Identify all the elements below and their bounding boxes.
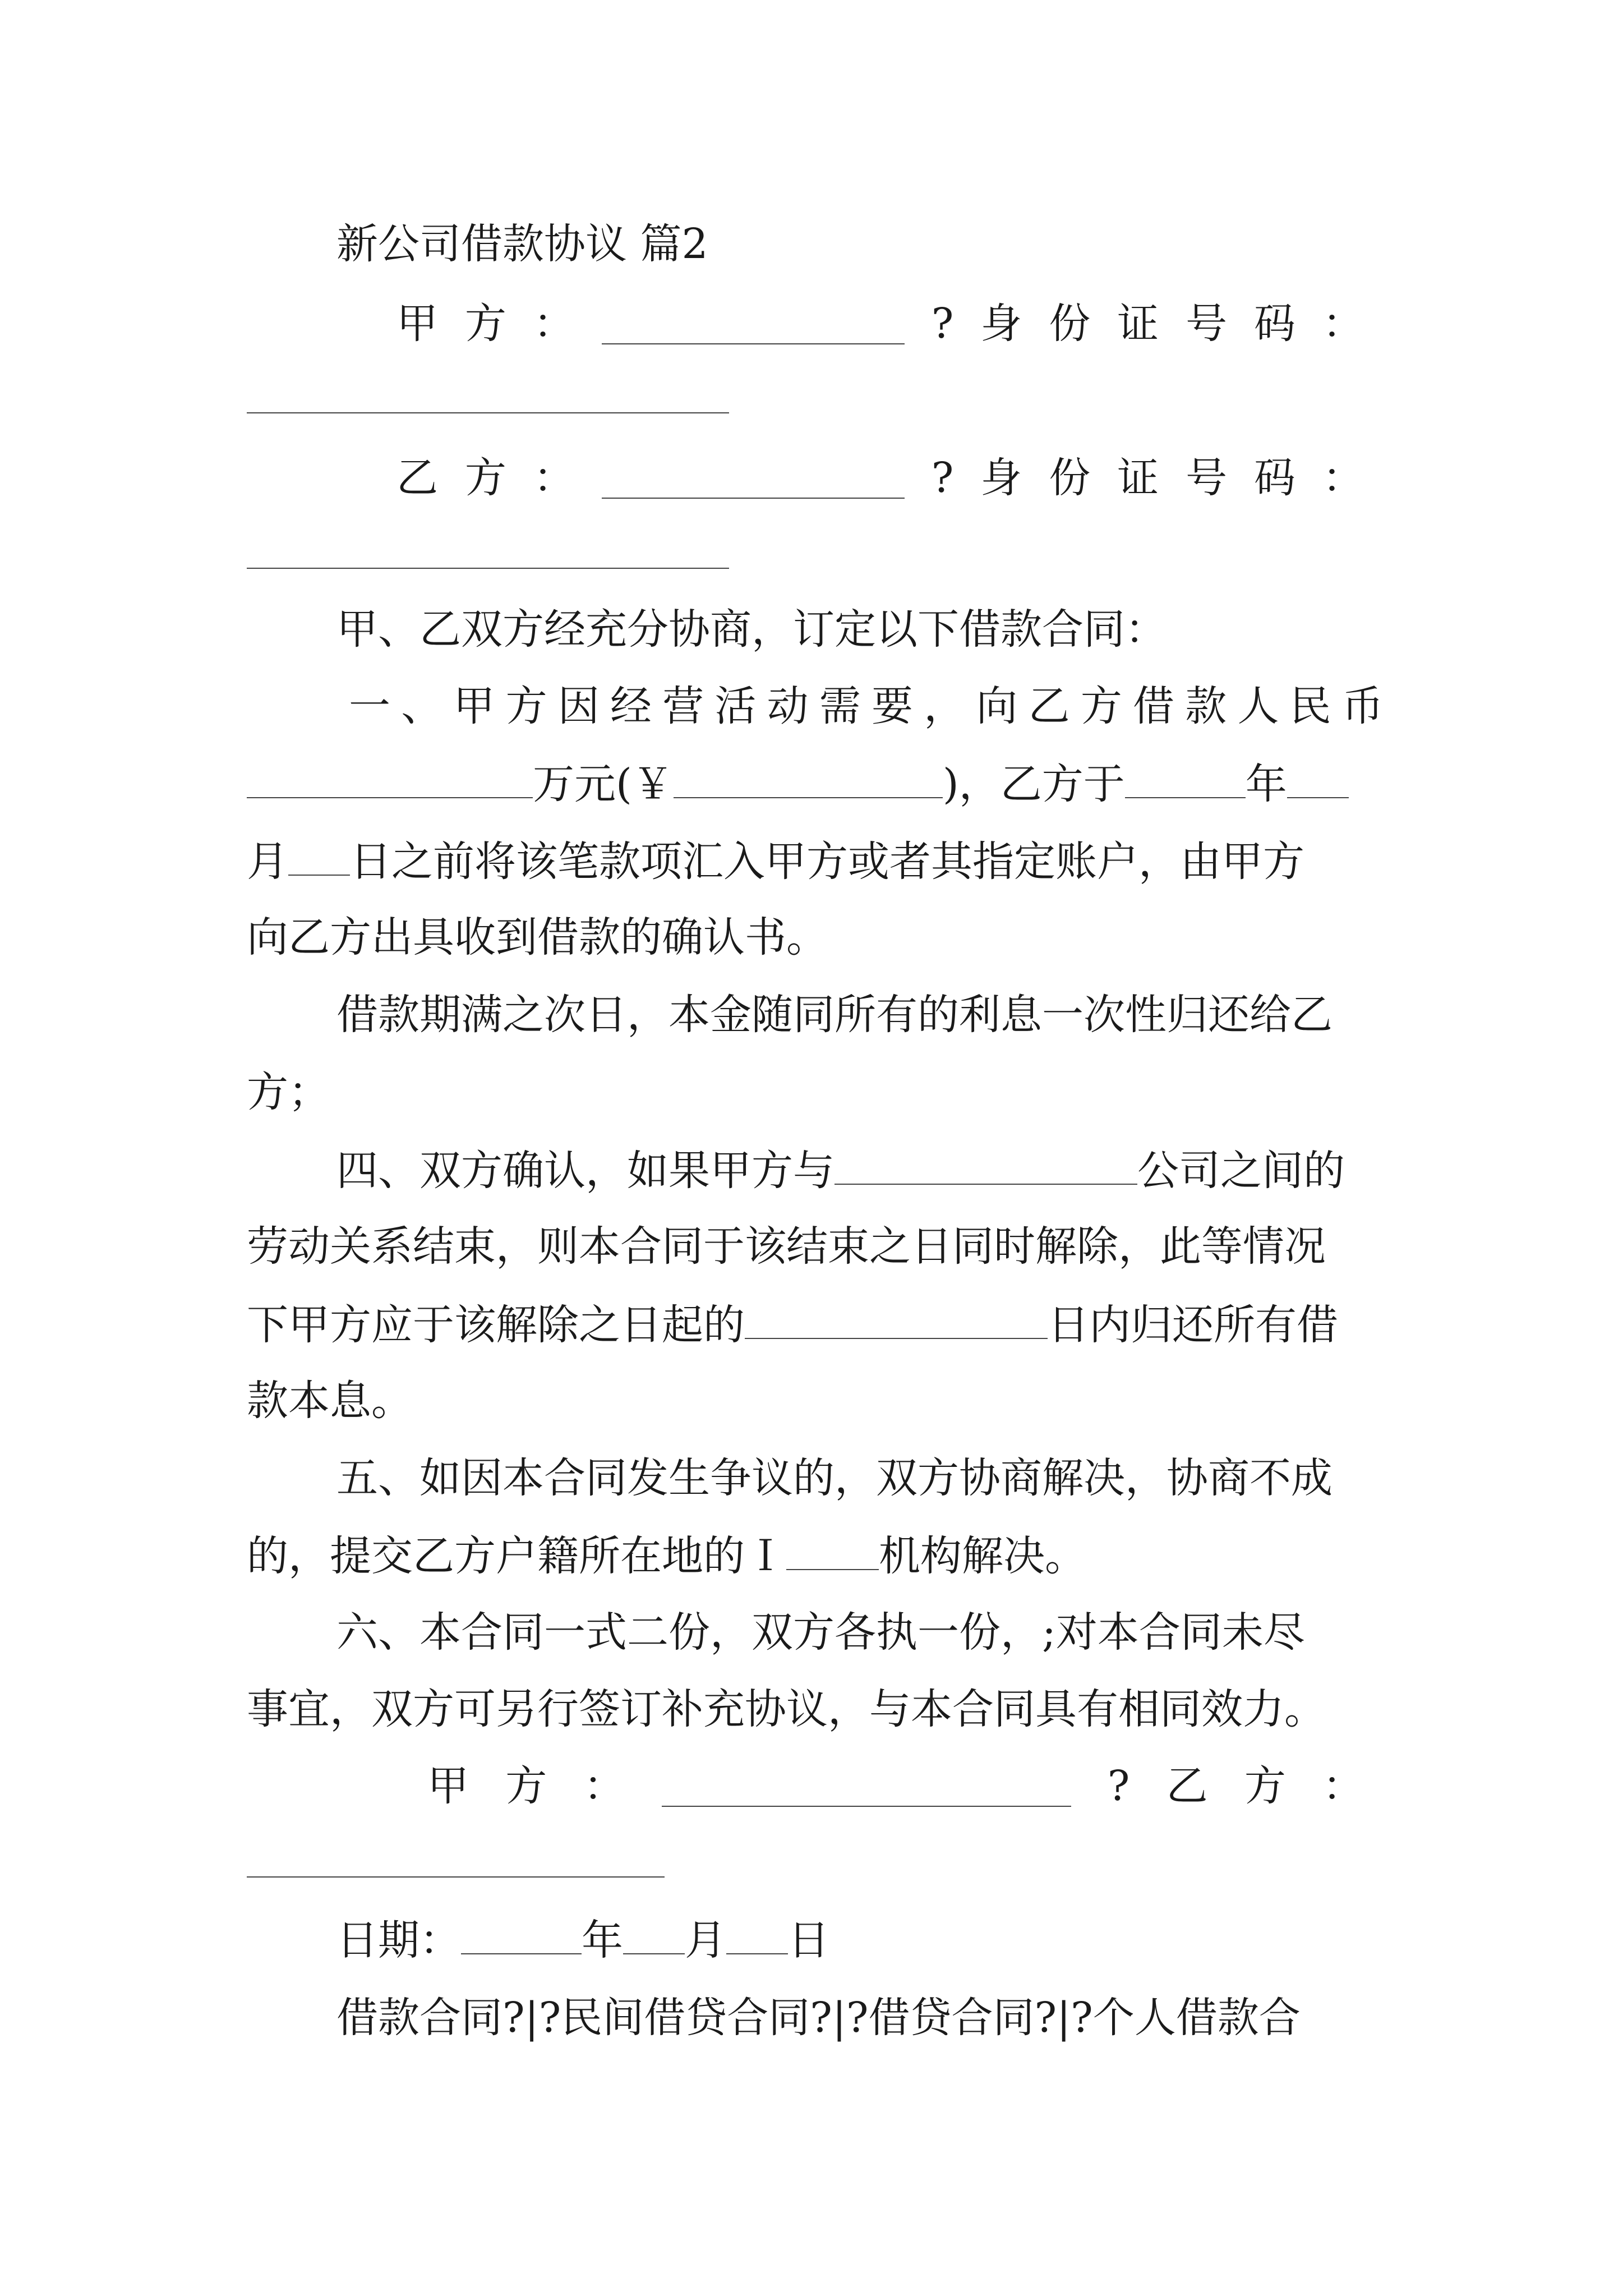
clause1-char: 活 bbox=[714, 682, 757, 730]
clause4-line3-a: 下甲方应于该解除之日起的 bbox=[247, 1301, 745, 1349]
party-b-label-char: ： bbox=[533, 454, 575, 502]
clause1-char: 甲 bbox=[453, 682, 495, 730]
clause1-char: 方 bbox=[1080, 682, 1122, 730]
date-year-text: 年 bbox=[582, 1916, 623, 1964]
clause1-char: 、 bbox=[401, 682, 443, 730]
clause4-line3-b: 日内归还所有借 bbox=[1048, 1301, 1338, 1349]
id-label-char: 身 bbox=[980, 454, 1022, 502]
sign-b-blank bbox=[247, 1876, 665, 1878]
party-a-line bbox=[396, 300, 1364, 348]
id-label-char: 份 bbox=[1049, 300, 1091, 348]
party-b-mark: ? bbox=[931, 454, 954, 502]
party-a-label-char: 甲 bbox=[396, 300, 438, 348]
tags-line: 借款合同?|?民间借贷合同?|?借贷合同?|?个人借款合 bbox=[336, 1994, 1301, 2042]
party-b-label-char: 乙 bbox=[396, 454, 438, 502]
intro-paragraph: 甲、乙双方经充分协商，订定以下借款合同： bbox=[336, 605, 1166, 654]
date-line bbox=[336, 1916, 829, 1964]
month-text: 月 bbox=[247, 838, 288, 886]
clause4-line1-a: 四、双方确认，如果甲方与 bbox=[336, 1147, 834, 1195]
clause6-line2: 事宜，双方可另行签订补充协议，与本合同具有相同效力。 bbox=[247, 1685, 1326, 1733]
sign-a-blank bbox=[662, 1771, 1071, 1807]
id-label-char: ： bbox=[1322, 300, 1364, 348]
clause1-char: 币 bbox=[1341, 682, 1384, 730]
party-b-line bbox=[396, 454, 1364, 502]
date-year-blank bbox=[461, 1918, 582, 1954]
sign-b-char: 乙 bbox=[1166, 1762, 1208, 1810]
sign-mark: ? bbox=[1107, 1762, 1130, 1810]
clause1-char: 要 bbox=[872, 682, 914, 730]
id-label-char: ： bbox=[1322, 454, 1364, 502]
clause4-line3 bbox=[247, 1301, 1338, 1349]
date-day-text: 日 bbox=[788, 1916, 829, 1964]
clause4-line2: 劳动关系结束，则本合同于该结束之日同时解除，此等情况 bbox=[247, 1222, 1326, 1271]
id-label-char: 份 bbox=[1049, 454, 1091, 502]
clause1-line1 bbox=[349, 682, 1384, 730]
clause1-line2 bbox=[247, 760, 1349, 808]
clause1-line4: 向乙方出具收到借款的确认书。 bbox=[247, 913, 828, 961]
day-blank bbox=[288, 840, 350, 876]
clause4-line1 bbox=[336, 1147, 1345, 1195]
party-a-label-char: ： bbox=[533, 300, 575, 348]
clause5-line1: 五、如因本合同发生争议的，双方协商解决，协商不成 bbox=[336, 1454, 1332, 1502]
clause5-line2-a: 的，提交乙方户籍所在地的Ｉ bbox=[247, 1532, 786, 1580]
sign-a-char: ： bbox=[583, 1762, 625, 1810]
sign-b-char: ： bbox=[1322, 1762, 1364, 1810]
id-label-char: 身 bbox=[980, 300, 1022, 348]
clause6-line1: 六、本合同一式二份，双方各执一份，;对本合同未尽 bbox=[336, 1608, 1305, 1657]
wan-yuan-text: 万元(￥ bbox=[533, 760, 674, 808]
party-a-mark: ? bbox=[931, 300, 954, 348]
clause1-char: 需 bbox=[819, 682, 861, 730]
clause1-char: 人 bbox=[1237, 682, 1279, 730]
id-label-char: 码 bbox=[1253, 300, 1295, 348]
clause1-char: 向 bbox=[976, 682, 1018, 730]
clause1-char: 一 bbox=[349, 682, 390, 730]
clause1-char: 动 bbox=[767, 682, 809, 730]
party-a-name-blank bbox=[602, 309, 905, 344]
company-blank bbox=[834, 1149, 1137, 1185]
party-b-label-char: 方 bbox=[464, 454, 506, 502]
days-blank bbox=[745, 1303, 1048, 1339]
month-blank-end bbox=[1287, 762, 1349, 798]
clause1-line3 bbox=[247, 838, 1304, 886]
amount-figures-blank bbox=[674, 762, 943, 798]
id-label-char: 码 bbox=[1253, 454, 1295, 502]
year-blank bbox=[1125, 762, 1246, 798]
year-text: 年 bbox=[1245, 760, 1287, 808]
id-label-char: 证 bbox=[1117, 454, 1159, 502]
sign-a-char: 方 bbox=[505, 1762, 547, 1810]
clause4-line4: 款本息。 bbox=[247, 1377, 413, 1425]
sign-a-char: 甲 bbox=[427, 1762, 469, 1810]
date-day-blank bbox=[726, 1918, 788, 1954]
id-label-char: 证 bbox=[1117, 300, 1159, 348]
clause1-char: 因 bbox=[557, 682, 600, 730]
party-b-name-blank bbox=[602, 463, 905, 499]
party-a-label-char: 方 bbox=[464, 300, 506, 348]
close-paren-text: )，乙方于 bbox=[942, 760, 1125, 808]
party-b-id-blank bbox=[247, 568, 729, 569]
amount-words-blank bbox=[247, 762, 533, 798]
id-label-char: 号 bbox=[1186, 454, 1228, 502]
id-label-char: 号 bbox=[1186, 300, 1228, 348]
clause1-char: 民 bbox=[1289, 682, 1331, 730]
clause1-char: 乙 bbox=[1028, 682, 1070, 730]
institution-blank bbox=[786, 1534, 879, 1570]
clause1-char: 借 bbox=[1133, 682, 1175, 730]
clause4-line1-b: 公司之间的 bbox=[1137, 1147, 1345, 1195]
clause1-char: 方 bbox=[505, 682, 547, 730]
signature-line bbox=[427, 1762, 1364, 1810]
party-a-id-blank bbox=[247, 412, 729, 413]
date-label: 日期： bbox=[336, 1916, 461, 1964]
document-title: 新公司借款协议 篇2 bbox=[336, 220, 708, 268]
date-month-text: 月 bbox=[685, 1916, 726, 1964]
sign-b-char: 方 bbox=[1244, 1762, 1286, 1810]
clause5-line2 bbox=[247, 1532, 1086, 1580]
clause1-char: ， bbox=[924, 682, 966, 730]
clause1-char: 营 bbox=[662, 682, 704, 730]
repay-line2: 方； bbox=[247, 1068, 330, 1116]
clause1-char: 款 bbox=[1185, 682, 1227, 730]
clause1-line3-rest: 日之前将该笔款项汇入甲方或者其指定账户，由甲方 bbox=[350, 838, 1304, 886]
date-month-blank bbox=[623, 1918, 685, 1954]
clause5-line2-b: 机构解决。 bbox=[879, 1532, 1086, 1580]
repay-line1: 借款期满之次日，本金随同所有的利息一次性归还给乙 bbox=[336, 991, 1332, 1039]
clause1-char: 经 bbox=[610, 682, 652, 730]
